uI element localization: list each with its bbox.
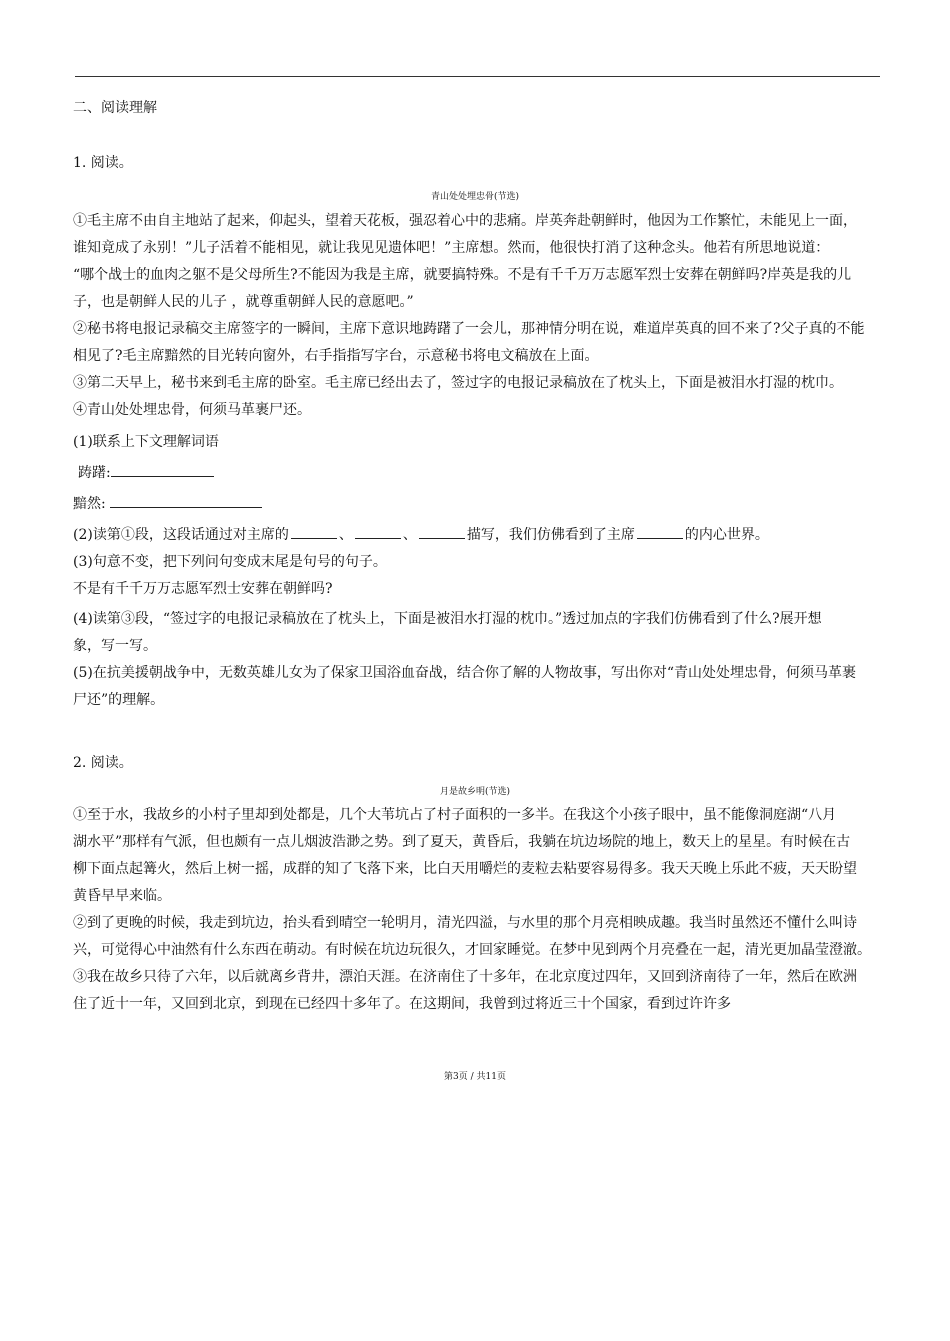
subquestion-1: (1)联系上下文理解词语 [73,434,219,450]
word-2-label: 黯然: [73,496,106,512]
passage-1-line: ③第二天早上，秘书来到毛主席的卧室。毛主席已经出去了，签过字的电报记录稿放在了枕头上，下面是被泪水打湿的枕巾。 [73,375,843,391]
passage-1-line: ④青山处处埋忠骨，何须马革裹尸还。 [73,402,311,418]
top-divider [75,76,880,77]
passage-2-line: 兴，可觉得心中油然有什么东西在萌动。有时候在坑边玩很久，才回家睡觉。在梦中见到两个月亮叠在一起，清光更加晶莹澄澈。 [73,942,871,958]
blank-2c[interactable] [419,526,465,539]
question-2-heading: 2. 阅读。 [73,755,133,771]
subquestion-5-line: 尸还”的理解。 [73,692,165,708]
word-1-label: 踌躇: [78,465,111,481]
passage-1-line: 子，也是朝鲜人民的儿子 ，就尊重朝鲜人民的意愿吧。” [73,294,414,310]
passage-1-line: 谁知竟成了永别！”儿子活着不能相见，就让我见见遗体吧！”主席想。然而，他很快打消了这种念头。他若有所思地说道： [73,240,830,256]
passage-2-line: ①至于水，我故乡的小村子里却到处都是，几个大苇坑占了村子面积的一多半。在我这个小孩子眼中，虽不能像洞庭湖“八月 [73,807,837,823]
section-title: 二、阅读理解 [73,100,157,116]
word-1-row [78,460,214,487]
blank-2d[interactable] [637,526,683,539]
blank-2b[interactable] [355,526,401,539]
passage-1-line: ②秘书将电报记录稿交主席签字的一瞬间，主席下意识地踌躇了一会儿，那神情分明在说，难道岸英真的回不来了?父子真的不能 [73,321,865,337]
subquestion-4-line: (4)读第③段，“签过字的电报记录稿放在了枕头上，下面是被泪水打湿的枕巾。”透过加点的字我们仿佛看到了什么?展开想 [73,611,822,627]
subquestion-3: (3)句意不变，把下列问句变成末尾是句号的句子。 [73,554,387,570]
passage-2-line: 住了近十一年，又回到北京，到现在已经四十多年了。在这期间，我曾到过将近三十个国家，看到过许许多 [73,996,731,1012]
subquestion-5-line: (5)在抗美援朝战争中，无数英雄儿女为了保家卫国浴血奋战，结合你了解的人物故事，写出你对“青山处处埋忠骨，何须马革裹 [73,665,856,681]
passage-1-line: ①毛主席不由自主地站了起来，仰起头，望着天花板，强忍着心中的悲痛。岸英奔赴朝鲜时，他因为工作繁忙，未能见上一面， [73,213,857,229]
subquestion-2: (2)读第①段，这段话通过对主席的 、 、 描写，我们仿佛看到了主席 的内心世界。 [73,527,769,543]
passage-1-line: “哪个战士的血肉之躯不是父母所生?不能因为我是主席，就要搞特殊。不是有千千万万志愿军烈士安葬在朝鲜吗?岸英是我的儿 [73,267,852,283]
word-2-row [73,491,262,518]
blank-2a[interactable] [291,526,337,539]
passage-2-line: 黄昏早早来临。 [73,888,171,904]
question-1-heading: 1. 阅读。 [73,155,133,171]
passage-2-line: 柳下面点起篝火，然后上树一摇，成群的知了飞落下来，比白天用嚼烂的麦粒去粘要容易得多。我天天晚上乐此不疲，天天盼望 [73,861,857,877]
word-1-answer-blank[interactable] [111,462,214,477]
passage-2-title: 月是故乡明(节选) [439,787,511,797]
passage-2-line: ③我在故乡只待了六年，以后就离乡背井，漂泊天涯。在济南住了十多年，在北京度过四年，又回到济南待了一年，然后在欧洲 [73,969,857,985]
page-footer: 第3页 / 共11页 [444,1072,506,1082]
passage-1-title: 青山处处埋忠骨(节选) [430,192,520,202]
word-2-answer-blank[interactable] [110,493,262,508]
passage-2-line: ②到了更晚的时候，我走到坑边，抬头看到晴空一轮明月，清光四溢，与水里的那个月亮相映成趣。我当时虽然还不懂什么叫诗 [73,915,857,931]
subquestion-4-line: 象，写一写。 [73,638,157,654]
subquestion-3-sentence: 不是有千千万万志愿军烈士安葬在朝鲜吗? [73,581,333,597]
passage-1-line: 相见了?毛主席黯然的目光转向窗外，右手指指写字台，示意秘书将电文稿放在上面。 [73,348,599,364]
passage-2-line: 湖水平”那样有气派，但也颇有一点儿烟波浩渺之势。到了夏天，黄昏后，我躺在坑边场院的地上，数天上的星星。有时候在古 [73,834,851,850]
